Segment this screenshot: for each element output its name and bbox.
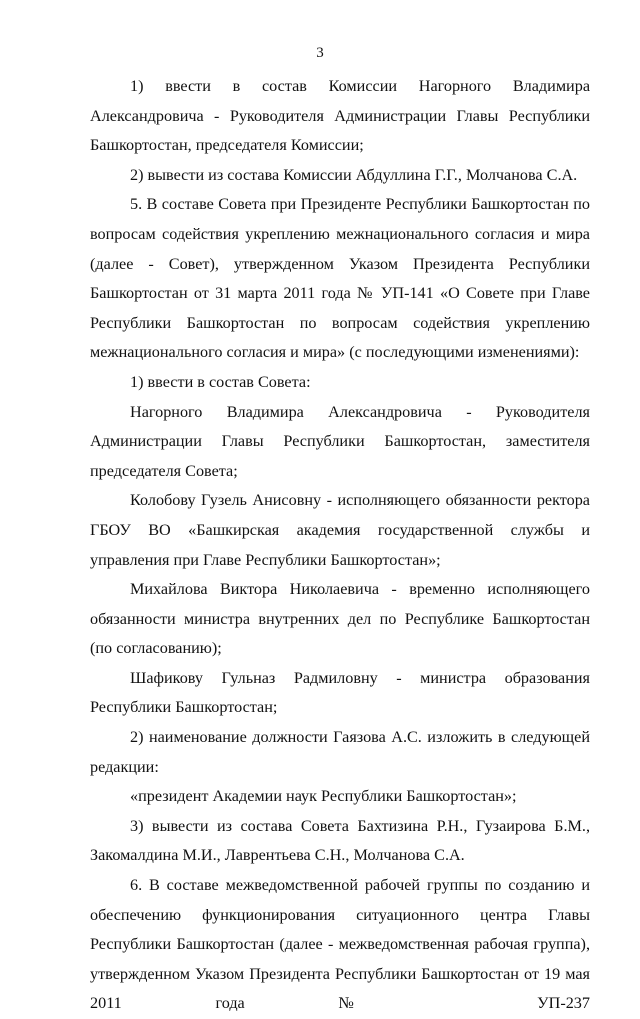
paragraph-new-position-title: «президент Академии наук Республики Башкортостан»; [130, 787, 517, 806]
paragraph-council-member-shafikova: Шафикову Гульназ Радмиловну - министра образования Республики Башкортостан; [90, 668, 590, 717]
page-number: 3 [316, 45, 324, 61]
paragraph-council-member-kolobova: Колобову Гузель Анисовну - исполняющего обязанности ректора ГБОУ ВО «Башкирская академия государственной службы и управления при Главе Республики Башкортостан»; [90, 491, 590, 569]
paragraph-council-member-nagorny: Нагорного Владимира Александровича - Руководителя Администрации Главы Республики Башкортостан, заместителя председателя Совета; [90, 402, 590, 480]
paragraph-council-member-mikhaylov: Михайлова Виктора Николаевича - временно исполняющего обязанности министра внутренних дел по Республике Башкортостан (по согласованию); [90, 580, 590, 658]
paragraph-remove-council-members: 3) вывести из состава Совета Бахтизина Р.Н., Гузаирова Б.М., Закомалдина М.И., Лаврентьева С.Н., Молчанова С.А. [90, 816, 590, 865]
paragraph-section-5-council: 5. В составе Совета при Президенте Республики Башкортостан по вопросам содействия укреплению межнационального согласия и мира (далее - Совет), утвержденном Указом Президента Республики Башкортостан от 31 марта 2011 года № УП-141 «О Совете при Главе Республики Башкортостан по вопросам содействия укреплению межнационального согласия и мира» (с последующими изменениями): [90, 195, 590, 362]
paragraph-remove-commission-members: 2) вывести из состава Комиссии Абдуллина Г.Г., Молчанова С.А. [130, 165, 578, 184]
paragraph-add-commission-member: 1) ввести в состав Комиссии Нагорного Владимира Александровича - Руководителя Администрации Главы Республики Башкортостан, председателя Комиссии; [90, 77, 590, 155]
paragraph-rename-position-gayazov: 2) наименование должности Гаязова А.С. изложить в следующей редакции: [90, 728, 590, 776]
paragraph-add-to-council: 1) ввести в состав Совета: [130, 372, 311, 391]
document-body [90, 72, 590, 1019]
paragraph-section-6-working-group: 6. В составе межведомственной рабочей группы по созданию и обеспечению функционирования ситуационного центра Главы Республики Башкортостан (далее - межведомственная рабочая группа), утвержденном Указом Президента Республики Башкортостан от 19 мая 2011 года № УП-237 [90, 876, 590, 1013]
